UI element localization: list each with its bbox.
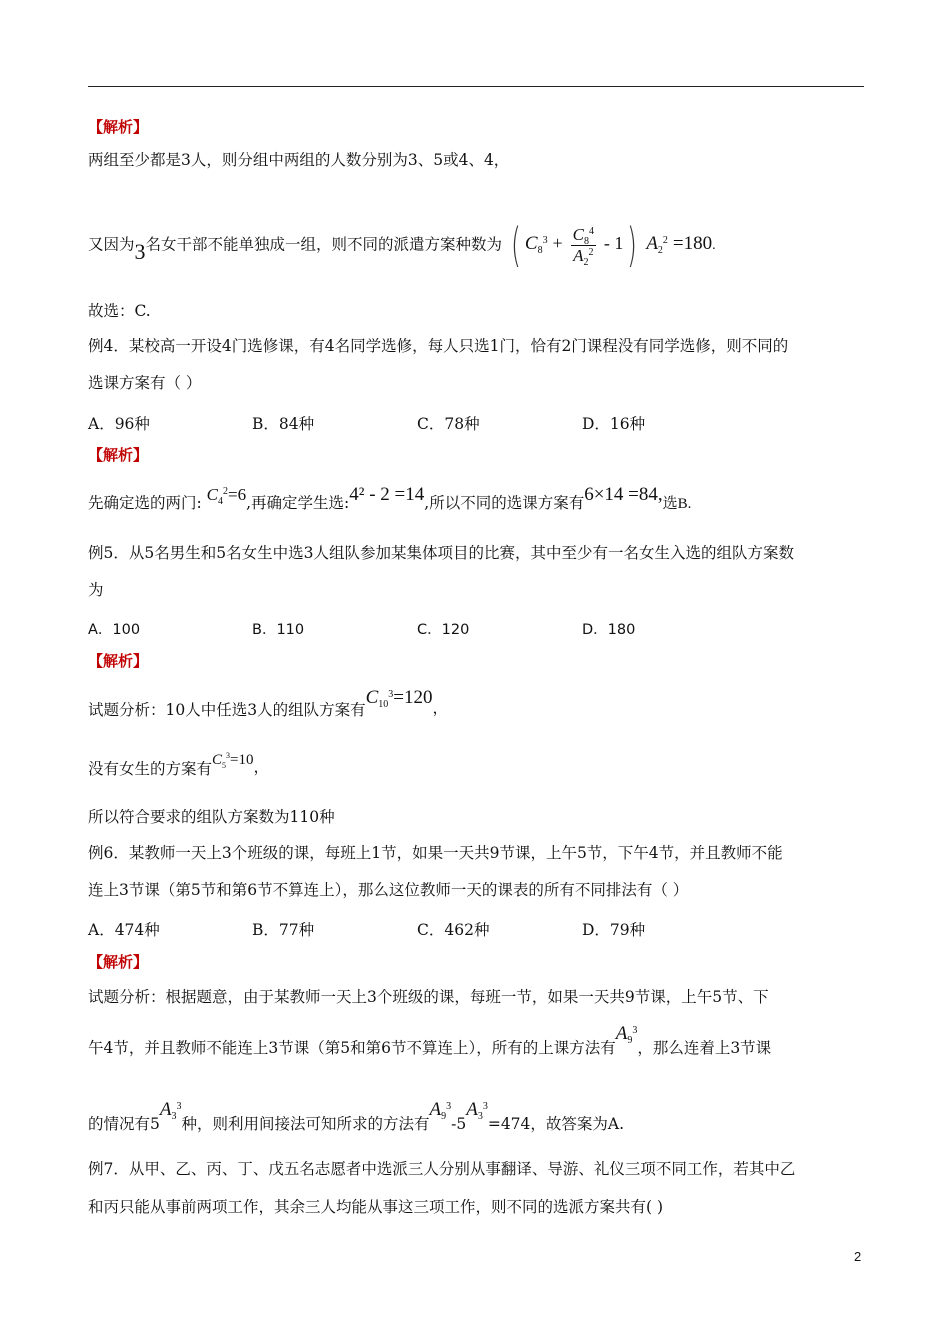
number: 3: [134, 239, 146, 264]
ex6-solution-line3: 的情况有$5A_3^3$种，则利用间接法可知所求的方法有$A_9^3-5A_3^3=474$，故答案为A.: [88, 1099, 625, 1133]
text: 名女干部不能单独成一组，则不同的派遣方案种数为: [145, 235, 503, 254]
value: =120: [393, 687, 433, 708]
text: =474，故答案为A.: [487, 1115, 625, 1133]
ex4-option-b: B．84种: [252, 415, 315, 433]
ex7-question-line2: 和丙只能从事前两项工作，其余三人均能从事这三项工作，则不同的选派方案共有( ): [88, 1198, 664, 1216]
text: ,所以不同的选课方案有: [424, 494, 585, 512]
ex3-analysis-line1: 两组至少都是3人，则分组中两组的人数分别为3、5或4、4，: [88, 151, 510, 169]
text: 没有女生的方案有: [88, 760, 213, 778]
ex5-solution-line2: 没有女生的方案有$C_5^3=10$，: [88, 750, 270, 778]
analysis-tag: 【解析】: [88, 652, 149, 670]
ex5-option-c: C．120: [417, 622, 470, 638]
header-rule: [88, 86, 864, 87]
ex5-option-d: D．180: [582, 622, 636, 638]
formula-4sq: 4² - 2 =14: [349, 484, 425, 505]
text: ，: [253, 758, 270, 776]
ex6-question-line1: 例6．某教师一天上3个班级的课，每班上1节，如果一天共9节课，上午5节，下午4节，并且教师不能: [88, 844, 783, 862]
value: =6: [228, 485, 247, 504]
analysis-tag: 【解析】: [88, 953, 149, 971]
text: 选B.: [662, 496, 692, 512]
analysis-tag: 【解析】: [88, 446, 149, 464]
ex4-option-a: A．96种: [88, 415, 150, 433]
formula-6x14: 6×14 =84,: [584, 484, 663, 505]
ex4-option-c: C．78种: [417, 415, 480, 433]
ex6-question-line2: 连上3节课（第5节和第6节不算连上），那么这位教师一天的课表的所有不同排法有（ ）: [88, 881, 689, 899]
ex5-question-line1: 例5．从5名男生和5名女生中选3人组队参加某集体项目的比赛，其中至少有一名女生入选的组队方案数: [88, 544, 794, 562]
ex6-option-a: A．474种: [88, 921, 160, 939]
formula-combination: ( $C_8^3$ + $\frac{C_8^4}{A_2^2}$ - 1) $A_2^2 =180$.: [511, 218, 716, 272]
ex6-option-b: B．77种: [252, 921, 315, 939]
ex7-question-line1: 例7．从甲、乙、丙、丁、戊五名志愿者中选派三人分别从事翻译、导游、礼仪三项不同工作，若其中乙: [88, 1160, 796, 1178]
ex3-answer: 故选：C.: [88, 302, 151, 320]
ex3-analysis-line2: [88, 218, 716, 272]
ex4-option-d: D．16种: [582, 415, 646, 433]
text: ,再确定学生选:: [246, 494, 350, 512]
text: 试题分析：10人中任选3人的组队方案有: [88, 701, 366, 719]
ex5-option-a: A．100: [88, 622, 141, 638]
text: 的情况有5: [88, 1115, 160, 1133]
result: =180: [672, 233, 713, 254]
text: 午4节，并且教师不能连上3节课（第5和第6节不算连上），所有的上课方法有: [88, 1039, 616, 1057]
text: ，那么连着上3节课: [637, 1039, 772, 1057]
ex4-question-line1: 例4．某校高一开设4门选修课，有4名同学选修，每人只选1门，恰有2门课程没有同学选修，则不同的: [88, 337, 789, 355]
ex5-solution-line3: 所以符合要求的组队方案数为110种: [88, 808, 335, 826]
ex4-question-line2: 选课方案有（ ）: [88, 374, 202, 392]
ex6-option-c: C．462种: [417, 921, 490, 939]
value: =10: [230, 752, 254, 768]
ex6-option-d: D．79种: [582, 921, 646, 939]
ex4-solution: [88, 485, 691, 515]
text: 种，则利用间接法可知所求的方法有: [181, 1115, 430, 1133]
text: -5: [451, 1115, 467, 1133]
text: ，: [432, 699, 449, 717]
analysis-tag: 【解析】: [88, 118, 149, 136]
page-number: 2: [854, 1249, 862, 1264]
ex6-solution-line1: 试题分析：根据题意，由于某教师一天上3个班级的课，每班一节，如果一天共9节课，上午5节、下: [88, 988, 769, 1006]
ex5-option-b: B．110: [252, 622, 305, 638]
text: 又因为: [88, 235, 135, 254]
ex6-solution-line2: 午4节，并且教师不能连上3节课（第5和第6节不算连上），所有的上课方法有$A_9^3$，那么连着上3节课: [88, 1023, 772, 1057]
ex5-solution-line1: 试题分析：10人中任选3人的组队方案有$C_{10}^3=120$，: [88, 687, 449, 719]
text: 先确定选的两门:: [88, 494, 202, 512]
formula-c42: $C_4^2=6$: [206, 485, 247, 508]
ex5-question-line2: 为: [88, 581, 104, 599]
